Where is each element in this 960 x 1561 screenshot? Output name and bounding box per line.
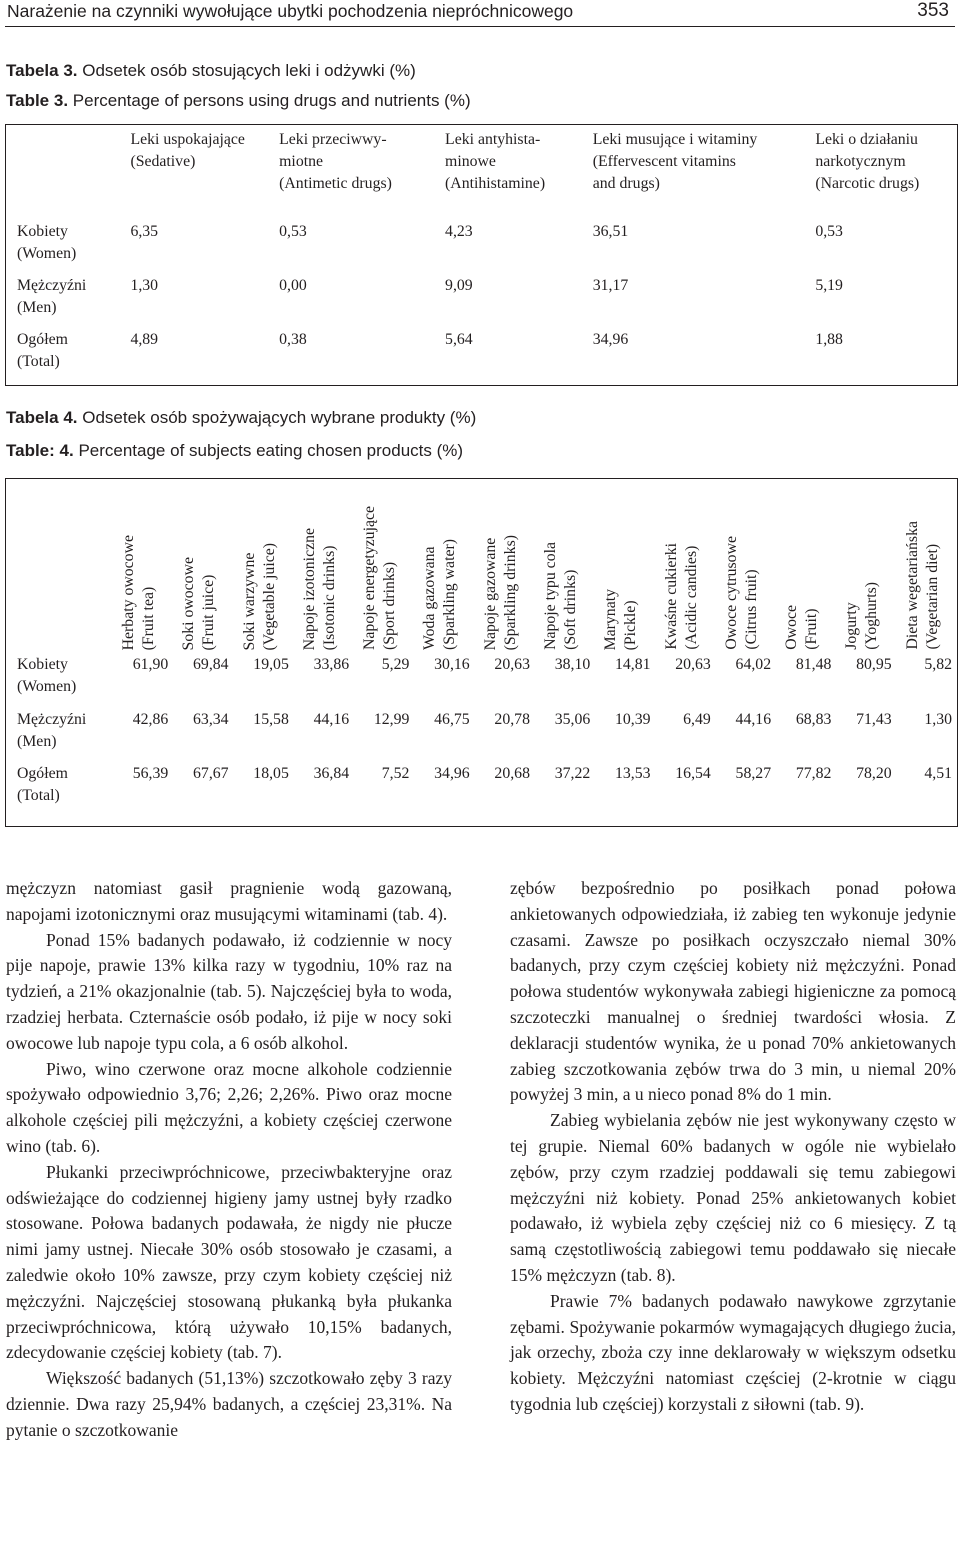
- table3-cell: 1,30: [130, 277, 159, 294]
- table3-caption-en: Table 3. Percentage of persons using drugs and nutrients (%): [6, 91, 471, 110]
- table3-column-header: [593, 125, 816, 222]
- table4-cell: 44,16: [735, 711, 772, 729]
- table4-caption-en: Table: 4. Percentage of subjects eating chosen products (%): [6, 441, 464, 460]
- table4-row: [6, 654, 958, 709]
- table4-cell: 7,52: [381, 765, 410, 783]
- text-line: Owoce cytrusowe: [722, 536, 740, 650]
- table4-caption-pl: Tabela 4. Odsetek osób spożywających wybrane produkty (%): [6, 408, 477, 427]
- table4-row-label: [6, 654, 114, 709]
- table3-cell: 31,17: [592, 277, 629, 294]
- text-line: Marynaty: [602, 588, 620, 650]
- table3-cell: 9,09: [445, 277, 473, 294]
- table4-vertical-label: [360, 506, 400, 650]
- text-line: Herbaty owocowe: [120, 534, 137, 650]
- text-line: Ogółem: [17, 765, 68, 783]
- table4-cell: 14,81: [614, 656, 651, 674]
- table3: [5, 124, 958, 386]
- text-line: Leki przeciwwy-: [279, 131, 387, 148]
- table4-cell: 64,02: [735, 656, 772, 674]
- table3-row-label: [6, 275, 131, 329]
- paragraph: Zabieg wybielania zębów nie jest wykonywany często w tej grupie. Niemal 60% badanych w ogóle nie wybielało zębów, przy czym rzadziej poddawali się temu zabiegowi mężczyźni niż kobiety. Ponad 25% ankietowanych kobiet podawało, iż wybiela zęby częściej niż co 6 miesięcy. Z tą samą częstotliwością zabiegowi temu poddawało się niecałe 15% mężczyzn (tab. 8).: [510, 1110, 956, 1285]
- text-line: Dieta wegetariańska: [903, 521, 921, 650]
- table4-column-header: [716, 479, 776, 655]
- right-text-column: [510, 876, 956, 1418]
- text-line: Kobiety: [17, 223, 68, 240]
- table4-column-header: [294, 479, 354, 655]
- table4-column-header: [234, 479, 294, 655]
- table4-vertical-label: [722, 536, 762, 650]
- table3-cell: 36,51: [592, 223, 629, 240]
- table4-column-header: [414, 479, 474, 655]
- table4-column-header: [173, 479, 233, 655]
- table4-column-header: [897, 479, 958, 655]
- table4-cell: 80,95: [856, 656, 892, 674]
- text-line: (Fruit): [803, 608, 821, 650]
- table3-column-header: [445, 125, 593, 222]
- table3-cell: 4,23: [445, 223, 473, 240]
- text-line: (Women): [17, 245, 77, 262]
- table3-row: [6, 221, 958, 275]
- table4-row: [6, 763, 958, 826]
- table4-cell: 1,30: [924, 711, 952, 729]
- table4-vertical-label: [903, 521, 943, 650]
- text-line: (Acidic candies): [682, 546, 700, 650]
- text-line: Mężczyźni: [17, 277, 87, 294]
- text-line: Leki antyhista-: [445, 131, 541, 148]
- text-line: Kwaśne cukierki: [662, 543, 680, 650]
- text-line: (Men): [17, 299, 57, 316]
- text-line: (Sedative): [130, 153, 196, 170]
- table3-cell: 5,19: [815, 277, 843, 294]
- table3-cell: 0,00: [279, 277, 307, 294]
- text-line: (Effervescent vitamins: [592, 153, 736, 170]
- table4-row-label: [6, 709, 114, 763]
- table4-cell: 35,06: [554, 711, 591, 729]
- paragraph: Ponad 15% badanych podawało, iż codziennie w nocy pije napoje, prawie 13% kilka razy w tygodniu, 10% raz na tydzień, a 21% okazjonalnie (tab. 5). Najczęściej była to woda, rzadziej herbata. Czternaście osób podało, iż pije w nocy soki owocowe lub napoje typu cola, a 6 osób alkohol.: [6, 929, 452, 1053]
- table4-column-header: [113, 479, 173, 655]
- running-header: [5, 0, 955, 27]
- text-line: and drugs): [592, 175, 660, 192]
- table4-cell: 5,82: [924, 656, 952, 674]
- text-line: miotne: [279, 153, 324, 170]
- table4-row-label: [6, 763, 114, 826]
- table3-cell: 34,96: [592, 331, 629, 348]
- table4-cell: 10,39: [614, 711, 651, 729]
- table4-cell: 30,16: [434, 656, 470, 674]
- table4-vertical-label: [842, 582, 882, 650]
- table4-column-header: [595, 479, 655, 655]
- table4-cell: 20,63: [494, 656, 530, 674]
- table4-cell: 20,63: [675, 656, 711, 674]
- table4-row: [6, 709, 958, 763]
- text-line: (Vegetable juice): [260, 542, 278, 650]
- table4-cell: 36,84: [313, 765, 350, 783]
- table3-cell: 1,88: [815, 331, 843, 348]
- table4-cell: 63,34: [193, 711, 229, 729]
- paragraph: zębów bezpośrednio po posiłkach ponad połowa ankietowanych odpowiedziała, iż zabieg ten wykonuje jedynie czasami. Zawsze po posiłkach oczyszczało niemal 30% badanych, przy czym częściej kobiety niż mężczyźni. Ponad połowa studentów wykonywała zabiegi higieniczne za pomocą szczoteczki manualnej o średniej twardości włosia. Z deklaracji studentów wynika, że u ponad 70% ankietowanych zabieg szczotkowania zębów trwa do 3 min, u niemal 20% powyżej 3 min, a u nieco ponad 8% do 1 min.: [510, 878, 956, 1105]
- table4-cell: 13,53: [614, 765, 651, 783]
- running-title: Narażenie na czynniki wywołujące ubytki pochodzenia niepróchnicowego: [7, 1, 574, 21]
- text-line: (Citrus fruit): [742, 569, 760, 650]
- table4-column-header: [836, 479, 896, 655]
- table3-corner: [6, 125, 131, 222]
- text-line: Mężczyźni: [17, 711, 87, 729]
- table3-cell: 5,64: [445, 331, 473, 348]
- text-line: (Vegetarian diet): [923, 544, 941, 650]
- table4-cell: 46,75: [434, 711, 470, 729]
- table3-row-label: [6, 329, 131, 385]
- text-line: (Antimetic drugs): [279, 175, 392, 192]
- text-line: Kobiety: [17, 656, 68, 674]
- text-line: Owoce: [783, 605, 801, 650]
- table4-cell: 71,43: [856, 711, 892, 729]
- table4-cell: 12,99: [373, 711, 410, 729]
- paragraph: Płukanki przeciwpróchnicowe, przeciwbakteryjne oraz odświeżające do codziennej higieny jamy ustnej były rzadko stosowane. Połowa badanych podawała, że nigdy nie płucze nimi jamy ustnej. Niecałe 30% osób stosowało je czasami, a zaledwie około 10% zawsze, przy czym kobiety częściej niż mężczyźni. Najczęściej stosowaną płukanką była płukanka przeciwpróchnicowa, którą używało 10,15% badanych, zdecydowanie częściej kobiety (tab. 7).: [6, 1161, 452, 1363]
- text-line: Leki musujące i witaminy: [592, 131, 758, 148]
- text-line: narkotycznym: [815, 153, 906, 170]
- table4-cell: 61,90: [132, 656, 169, 674]
- table3-cell: 0,38: [279, 331, 307, 348]
- table4-vertical-label: [240, 543, 280, 650]
- table4-cell: 77,82: [795, 765, 832, 783]
- paragraph: Piwo, wino czerwone oraz mocne alkohole codziennie spożywało odpowiednio 3,76; 2,26; 2,26%. Piwo oraz mocne alkohole częściej pili mężczyźni, a kobiety częściej czerwone wino (tab. 6).: [6, 1058, 452, 1156]
- table4-cell: 68,83: [795, 711, 832, 729]
- table4-cell: 67,67: [193, 765, 229, 783]
- text-line: (Antihistamine): [445, 175, 546, 192]
- table3-row: [6, 275, 958, 329]
- text-line: (Total): [17, 353, 60, 370]
- text-line: (Soft drinks): [561, 569, 579, 650]
- table4-cell: 4,51: [924, 765, 952, 783]
- table4-cell: 6,49: [683, 711, 711, 729]
- page-number: 353: [917, 0, 949, 21]
- table4-corner: [6, 479, 114, 655]
- text-line: (Sparkling water): [441, 539, 459, 650]
- paragraph: mężczyzn natomiast gasił pragnienie wodą gazowaną, napojami izotonicznymi oraz musującymi witaminami (tab. 4).: [6, 878, 452, 924]
- table3-column-header: [279, 125, 445, 222]
- table3-caption-pl: Tabela 3. Odsetek osób stosujących leki i odżywki (%): [6, 61, 416, 80]
- table4-cell: 38,10: [554, 656, 591, 674]
- table4-cell: 58,27: [735, 765, 772, 783]
- table4-cell: 81,48: [795, 656, 832, 674]
- text-line: Ogółem: [17, 331, 68, 348]
- text-line: (Men): [17, 733, 57, 751]
- table4-column-header: [535, 479, 595, 655]
- text-line: Soki owocowe: [180, 556, 198, 650]
- left-text-column: [6, 876, 452, 1444]
- table4-vertical-label: [541, 542, 581, 650]
- text-line: Napoje energetyzujące: [361, 506, 379, 650]
- table3-row-label: [6, 221, 131, 275]
- table4-cell: 78,20: [856, 765, 892, 783]
- text-line: Napoje izotoniczne: [300, 527, 318, 650]
- text-line: (Sport drinks): [381, 561, 399, 650]
- table3-column-header: [815, 125, 957, 222]
- table4-vertical-label: [662, 543, 702, 650]
- text-line: (Fruit tea): [140, 586, 157, 650]
- text-line: Napoje typu cola: [541, 542, 559, 650]
- table4-column-header: [776, 479, 836, 655]
- text-line: Napoje gazowane: [481, 537, 499, 650]
- table4-cell: 42,86: [132, 711, 169, 729]
- paragraph: Prawie 7% badanych podawało nawykowe zgrzytanie zębami. Spożywanie pokarmów wymagających długiego żucia, jak orzechy, zboża czy inne deklarowały w większym odsetku kobiety. Mężczyźni natomiast częściej (2-krotnie w ciągu tygodnia lub częściej) korzystali z siłowni (tab. 9).: [510, 1290, 956, 1414]
- text-line: Leki o działaniu: [815, 131, 918, 148]
- table4-column-header: [656, 479, 716, 655]
- text-line: (Yoghurts): [863, 582, 881, 650]
- table4-cell: 18,05: [253, 765, 289, 783]
- text-line: Woda gazowana: [421, 546, 439, 650]
- table3-cell: 0,53: [815, 223, 843, 240]
- table4-cell: 34,96: [434, 765, 470, 783]
- text-line: (Total): [17, 787, 60, 805]
- table4-vertical-label: [481, 535, 521, 650]
- table4-cell: 44,16: [313, 711, 350, 729]
- table3-column-header: [130, 125, 279, 222]
- text-line: (Narcotic drugs): [815, 175, 920, 192]
- table4-cell: 20,68: [494, 765, 530, 783]
- table4-vertical-label: [119, 535, 159, 650]
- table3-cell: 4,89: [130, 331, 159, 348]
- table4-cell: 33,86: [313, 656, 350, 674]
- table4-cell: 15,58: [253, 711, 289, 729]
- text-line: Jogurty: [843, 602, 861, 650]
- table4-cell: 56,39: [132, 765, 169, 783]
- table4-vertical-label: [420, 539, 460, 650]
- table3-cell: 6,35: [130, 223, 159, 240]
- table4: [5, 478, 958, 827]
- paragraph: Większość badanych (51,13%) szczotkowało zęby 3 razy dziennie. Dwa razy 25,94% badanych, a częściej 23,31%. Na pytanie o szczotkowanie: [6, 1368, 452, 1440]
- table4-cell: 37,22: [554, 765, 591, 783]
- table4-column-header: [354, 479, 414, 655]
- table3-row: [6, 329, 958, 385]
- text-line: (Isotonic drinks): [320, 545, 338, 650]
- table4-vertical-label: [179, 557, 219, 650]
- text-line: minowe: [445, 153, 496, 170]
- table4-cell: 19,05: [253, 656, 289, 674]
- table4-cell: 20,78: [494, 711, 530, 729]
- text-line: (Sparkling drinks): [501, 534, 519, 650]
- table4-vertical-label: [601, 589, 641, 650]
- table4-cell: 5,29: [381, 656, 410, 674]
- table3-cell: 0,53: [279, 223, 307, 240]
- table4-vertical-label: [300, 528, 340, 650]
- text-line: (Women): [17, 678, 77, 696]
- table4-vertical-label: [782, 605, 822, 650]
- text-line: (Fruit juice): [200, 574, 218, 650]
- table4-cell: 69,84: [193, 656, 229, 674]
- text-line: Soki warzywne: [240, 552, 258, 650]
- table4-cell: 16,54: [675, 765, 711, 783]
- text-line: (Pickle): [622, 599, 640, 650]
- table4-column-header: [475, 479, 535, 655]
- text-line: Leki uspokajające: [130, 131, 245, 148]
